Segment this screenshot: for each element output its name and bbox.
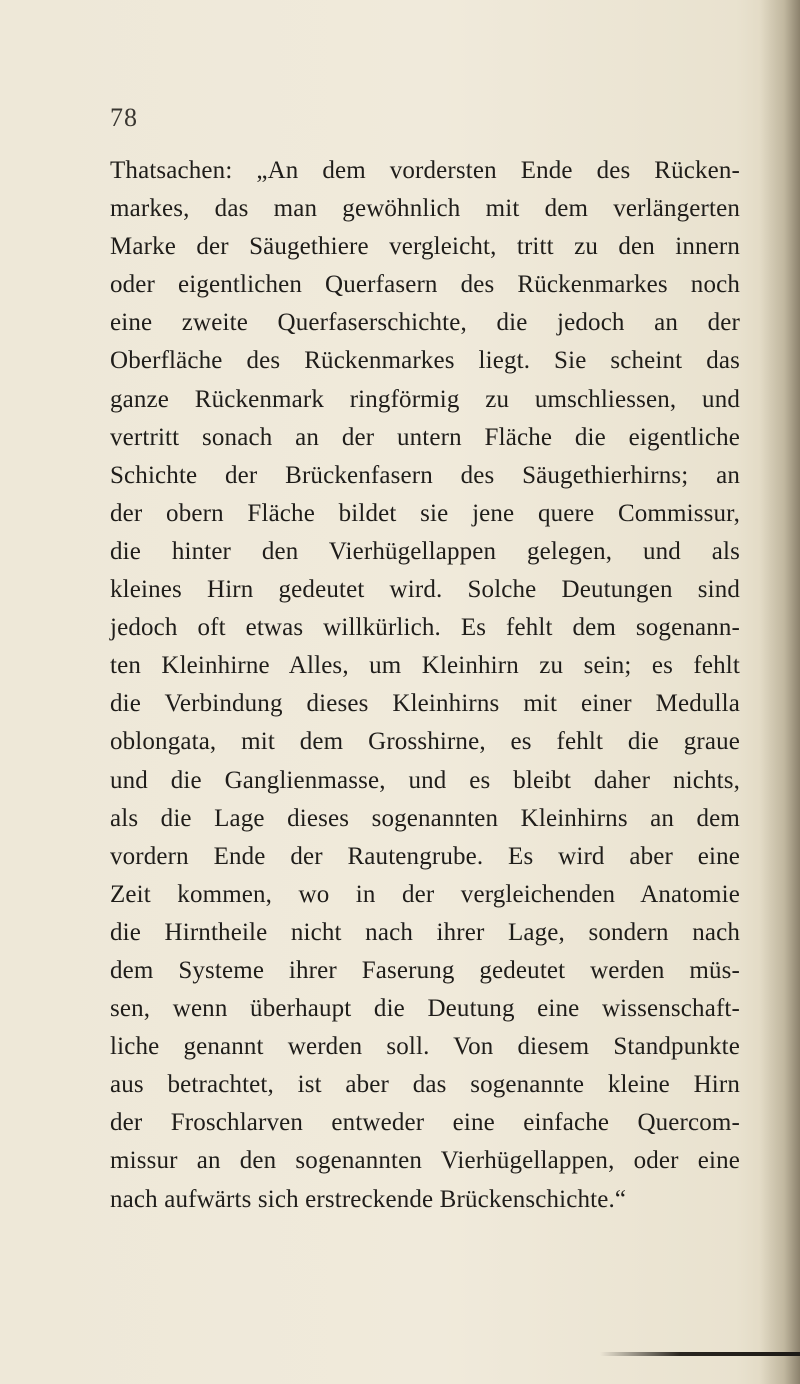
text-line: Schichte der Brückenfasern des Säugethierhirns; an bbox=[110, 461, 740, 489]
text-line: sen, wenn überhaupt die Deutung eine wissenschaft- bbox=[110, 995, 740, 1023]
text-line: oblongata, mit dem Grosshirne, es fehlt die graue bbox=[110, 728, 740, 756]
bottom-edge-rule bbox=[600, 1352, 800, 1356]
text-line: markes, das man gewöhnlich mit dem verlängerten bbox=[110, 195, 740, 223]
text-line: die Hirntheile nicht nach ihrer Lage, sondern nach bbox=[110, 918, 740, 946]
text-line: der Froschlarven entweder eine einfache Quercom- bbox=[110, 1109, 740, 1137]
text-line: missur an den sogenannten Vierhügellappen, oder eine bbox=[110, 1147, 740, 1175]
text-line: ten Kleinhirne Alles, um Kleinhirn zu sein; es fehlt bbox=[110, 652, 740, 680]
text-line: jedoch oft etwas willkürlich. Es fehlt dem sogenann- bbox=[110, 614, 740, 642]
text-line: Oberfläche des Rückenmarkes liegt. Sie scheint das bbox=[110, 347, 740, 375]
text-line: oder eigentlichen Querfasern des Rückenmarkes noch bbox=[110, 271, 740, 299]
text-line: Zeit kommen, wo in der vergleichenden Anatomie bbox=[110, 880, 740, 908]
text-line: Thatsachen: „An dem vordersten Ende des Rücken- bbox=[110, 157, 740, 184]
text-line: dem Systeme ihrer Faserung gedeutet werden müs- bbox=[110, 956, 740, 984]
text-line: ganze Rückenmark ringförmig zu umschliessen, und bbox=[110, 385, 740, 413]
text-line: kleines Hirn gedeutet wird. Solche Deutungen sind bbox=[110, 576, 740, 604]
text-line: als die Lage dieses sogenannten Kleinhirns an dem bbox=[110, 804, 740, 832]
text-line: und die Ganglienmasse, und es bleibt daher nichts, bbox=[110, 766, 740, 794]
page-edge-shadow bbox=[760, 0, 800, 1384]
text-line: vertritt sonach an der untern Fläche die eigentliche bbox=[110, 423, 740, 451]
text-line: die Verbindung dieses Kleinhirns mit einer Medulla bbox=[110, 690, 740, 718]
text-line: nach aufwärts sich erstreckende Brückenschichte.“ bbox=[110, 1185, 627, 1213]
text-line: Marke der Säugethiere vergleicht, tritt zu den innern bbox=[110, 233, 740, 261]
text-line: liche genannt werden soll. Von diesem Standpunkte bbox=[110, 1033, 740, 1061]
text-line: eine zweite Querfaserschichte, die jedoch an der bbox=[110, 309, 740, 337]
page-number: 78 bbox=[110, 103, 138, 132]
text-line: aus betrachtet, ist aber das sogenannte kleine Hirn bbox=[110, 1071, 740, 1099]
text-line: vordern Ende der Rautengrube. Es wird aber eine bbox=[110, 842, 740, 870]
text-line: die hinter den Vierhügellappen gelegen, und als bbox=[110, 537, 740, 565]
body-text bbox=[110, 152, 740, 1219]
text-line: der obern Fläche bildet sie jene quere Commissur, bbox=[110, 499, 740, 527]
